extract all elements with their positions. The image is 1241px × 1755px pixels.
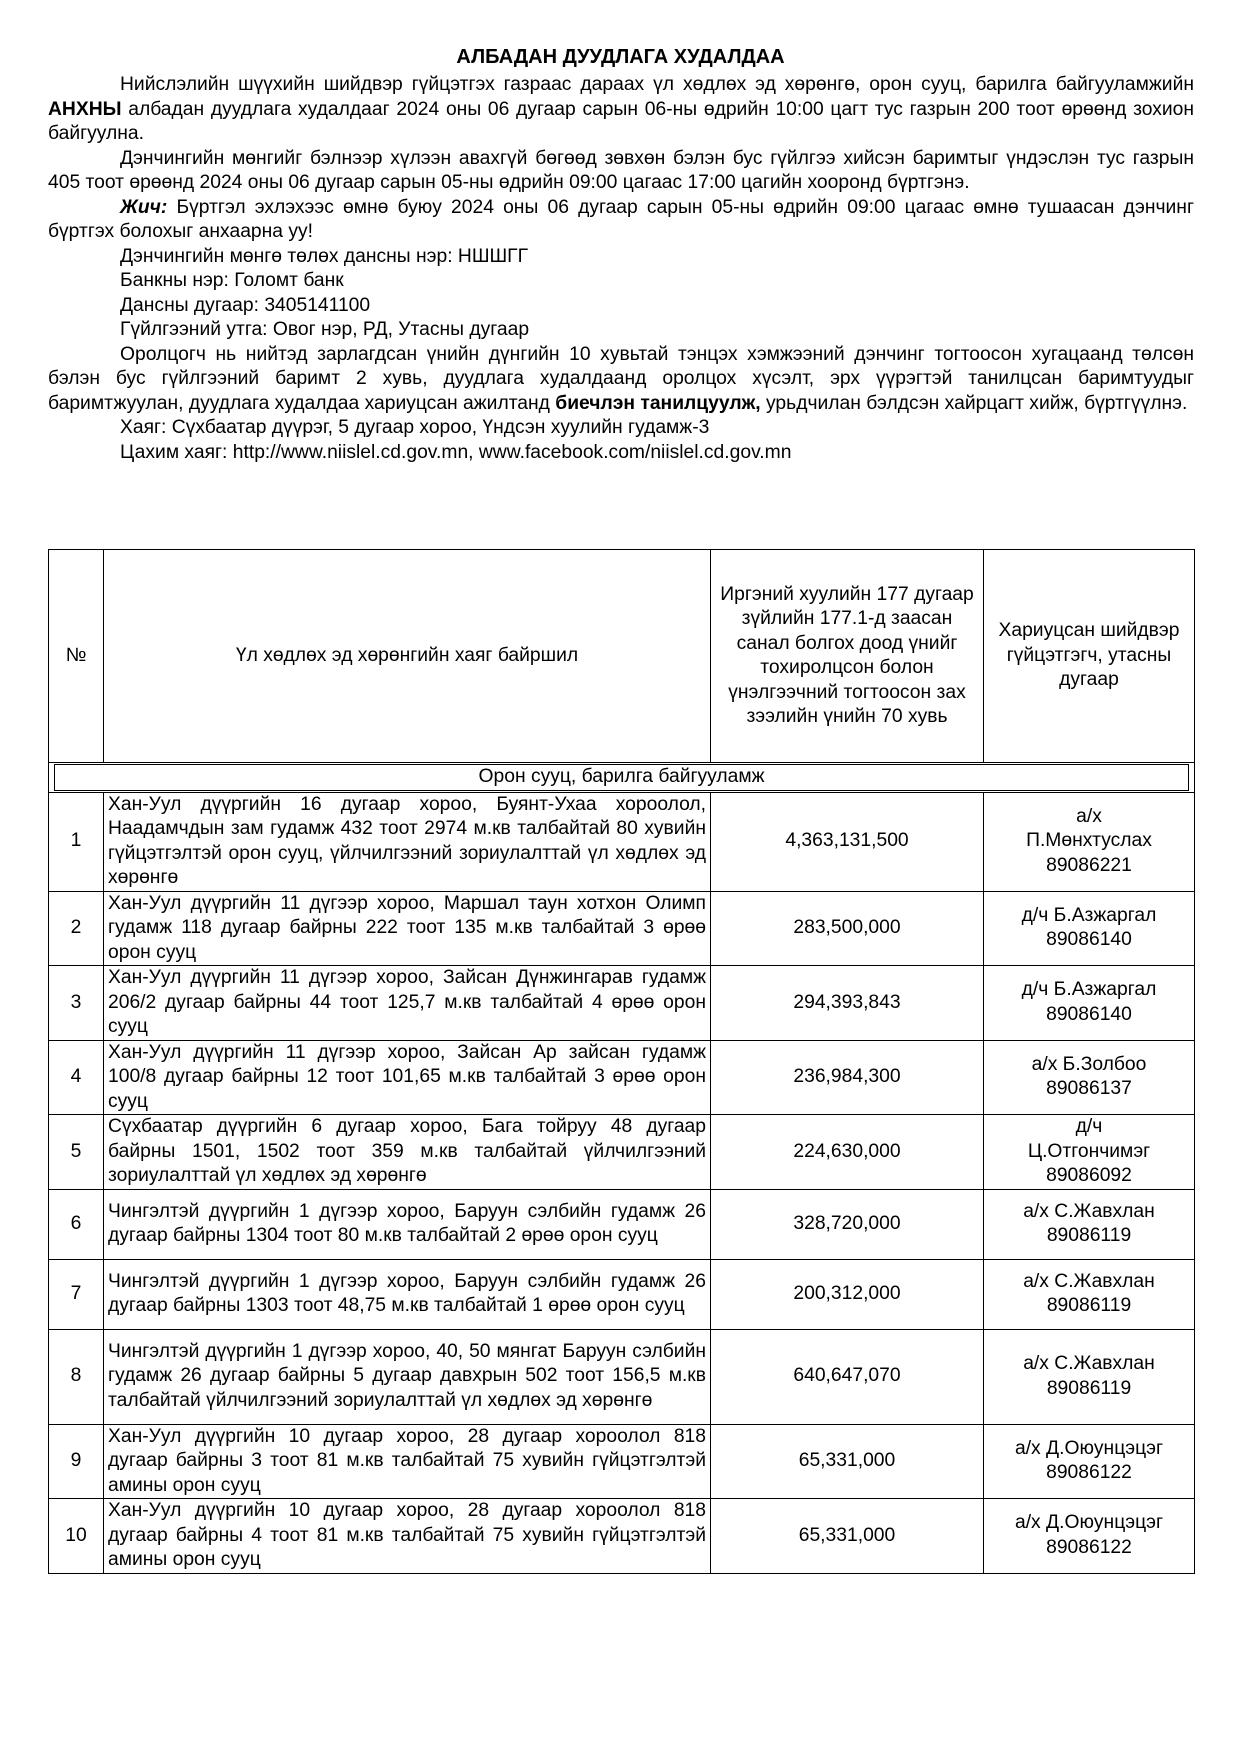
officer-contact xyxy=(984,966,1195,1041)
starting-price: 328,720,000 xyxy=(711,1189,984,1259)
bold-text: АНХНЫ xyxy=(48,98,122,120)
table-row xyxy=(49,1115,1195,1190)
officer-contact-line: 89086119 xyxy=(1046,1295,1132,1316)
row-number: 10 xyxy=(49,1499,104,1574)
row-number: 8 xyxy=(49,1329,104,1424)
paragraph-participant xyxy=(48,343,1194,417)
bank-name: Банкны нэр: Голомт банк xyxy=(120,270,344,291)
officer-contact xyxy=(984,1115,1195,1190)
account-number: Дансны дугаар: 3405141100 xyxy=(120,294,371,316)
officer-contact-line: а/х С.Жавхлан xyxy=(1023,1353,1155,1374)
property-address: Хан-Уул дүүргийн 10 дугаар хороо, 28 дугаар хороолол 818 дугаар байрны 4 тоот 81 м.кв талбайтай 75 хувийн гүйцэтгэлтэй амины орон сууц xyxy=(104,1499,711,1574)
officer-contact-line: 89086122 xyxy=(1046,1536,1132,1558)
property-address: Чингэлтэй дүүргийн 1 дүгээр хороо, 40, 50 мянгат Баруун сэлбийн гудамж 26 дугаар байрны 5 дугаар давхрын 502 тоот 156,5 м.кв талбайтай үйлчилгээний зориулалттай үл хөдлөх эд хөрөнгө xyxy=(104,1329,711,1424)
row-number: 1 xyxy=(49,792,104,891)
office-address: Хаяг: Сүхбаатар дүүрэг, 5 дугаар хороо, Үндсэн хуулийн гудамж-3 xyxy=(120,417,710,438)
officer-contact-line: 89086092 xyxy=(1046,1165,1132,1186)
starting-price: 4,363,131,500 xyxy=(711,792,984,891)
officer-contact xyxy=(984,891,1195,966)
row-number: 3 xyxy=(49,966,104,1041)
starting-price: 640,647,070 xyxy=(711,1329,984,1424)
announcement-text xyxy=(48,73,1194,465)
officer-contact-line: д/ч Б.Азжаргал xyxy=(1021,979,1157,1001)
property-address: Чингэлтэй дүүргийн 1 дүгээр хороо, Баруун сэлбийн гудамж 26 дугаар байрны 1303 тоот 48,75 м.кв талбайтай 1 өрөө орон сууц xyxy=(104,1259,711,1329)
row-number: 6 xyxy=(49,1189,104,1259)
text-span: урьдчилан бэлдсэн хайрцагт хийж, бүртгүүлнэ. xyxy=(760,392,1188,414)
officer-contact-line: 89086221 xyxy=(1046,854,1132,876)
officer-contact-line: 89086119 xyxy=(1046,1225,1132,1246)
officer-contact-line: а/х С.Жавхлан xyxy=(1023,1200,1155,1222)
starting-price: 65,331,000 xyxy=(711,1424,984,1499)
text-span: Бүртгэл эхлэхээс өмнө буюу 2024 оны 06 дугаар сарын 05-ны өдрийн 09:00 цагаас өмнө тушаасан дэнчинг бүртгэх болохыг анхаарна уу! xyxy=(48,196,1194,242)
officer-contact-line: Ц.Отгончимэг xyxy=(1027,1140,1151,1162)
table-row xyxy=(49,1499,1195,1574)
row-number: 2 xyxy=(49,891,104,966)
text-span: Нийслэлийн шүүхийн шийдвэр гүйцэтгэх газраас дараах үл хөдлөх эд хөрөнгө, орон сууц, барилга байгууламжийн xyxy=(120,74,1194,95)
officer-contact-line: а/х Д.Оюунцэцэг xyxy=(1014,1512,1164,1534)
bold-text: биечлэн танилцуулж, xyxy=(555,392,761,414)
transaction-purpose: Гүйлгээний утга: Овог нэр, РД, Утасны дугаар xyxy=(120,319,530,340)
note-label: Жич: xyxy=(120,196,168,218)
officer-contact xyxy=(984,1329,1195,1424)
officer-contact xyxy=(984,1040,1195,1115)
starting-price: 294,393,843 xyxy=(711,966,984,1041)
row-number: 5 xyxy=(49,1115,104,1190)
officer-contact xyxy=(984,1189,1195,1259)
starting-price: 65,331,000 xyxy=(711,1499,984,1574)
officer-contact-line: а/х С.Жавхлан xyxy=(1023,1270,1155,1292)
header-contact: Хариуцсан шийдвэр гүйцэтгэгч, утасны дугаар xyxy=(984,550,1195,763)
table-section-row xyxy=(49,763,1195,793)
officer-contact-line: а/х xyxy=(1076,805,1102,827)
officer-contact xyxy=(984,792,1195,891)
property-address: Чингэлтэй дүүргийн 1 дүгээр хороо, Баруун сэлбийн гудамж 26 дугаар байрны 1304 тоот 80 м.кв талбайтай 2 өрөө орон сууц xyxy=(104,1189,711,1259)
officer-contact-line: д/ч Б.Азжаргал xyxy=(1021,904,1157,926)
starting-price: 200,312,000 xyxy=(711,1259,984,1329)
account-name: Дэнчингийн мөнгө төлөх дансны нэр: НШШГГ xyxy=(120,245,529,267)
paragraph-auction-schedule xyxy=(48,73,1194,147)
officer-contact xyxy=(984,1424,1195,1499)
header-number: № xyxy=(49,550,104,763)
property-address: Хан-Уул дүүргийн 11 дүгээр хороо, Зайсан Ар зайсан гудамж 100/8 дугаар байрны 12 тоот 101,65 м.кв талбайтай 3 өрөө орон сууц xyxy=(104,1040,711,1115)
officer-contact-line: а/х Д.Оюунцэцэг xyxy=(1014,1437,1164,1459)
table-row xyxy=(49,1259,1195,1329)
row-number: 9 xyxy=(49,1424,104,1499)
header-price: Иргэний хуулийн 177 дугаар зүйлийн 177.1-д заасан санал болгох доод үнийг тохиролцсон болон үнэлгээчний тогтоосон зах зээлийн үнийн 70 хувь xyxy=(711,550,984,763)
table-row xyxy=(49,1040,1195,1115)
starting-price: 283,500,000 xyxy=(711,891,984,966)
table-row xyxy=(49,966,1195,1041)
section-title-text: Орон сууц, барилга байгууламж xyxy=(54,764,1189,791)
header-address: Үл хөдлөх эд хөрөнгийн хаяг байршил xyxy=(104,550,711,763)
officer-contact xyxy=(984,1499,1195,1574)
officer-contact xyxy=(984,1259,1195,1329)
table-row xyxy=(49,1189,1195,1259)
property-address: Хан-Уул дүүргийн 11 дүгээр хороо, Зайсан Дүнжингарав гудамж 206/2 дугаар байрны 44 тоот 125,7 м.кв талбайтай 4 өрөө орон сууц xyxy=(104,966,711,1041)
officer-contact-line: 89086122 xyxy=(1046,1462,1132,1484)
officer-contact-line: П.Мөнхтуслах xyxy=(1026,830,1152,852)
table-row xyxy=(49,792,1195,891)
table-row xyxy=(49,891,1195,966)
row-number: 4 xyxy=(49,1040,104,1115)
property-address: Сүхбаатар дүүргийн 6 дугаар хороо, Бага тойруу 48 дугаар байрны 1501, 1502 тоот 359 м.кв талбайтай үйлчилгээний зориулалттай үл хөдлөх эд хөрөнгө xyxy=(104,1115,711,1190)
text-span: Оролцогч нь нийтэд зарлагдсан үнийн дүнгийн 10 хувьтай тэнцэх хэмжээний дэнчинг тогтоосон хугацаанд төлсөн бэлэн бус гүйлгээний баримт 2 хувь, дуудлага худалдаанд оролцох хүсэлт, эрх үүрэгтэй танилцсан баримтуудыг баримтжуулан, дуудлага худалдаа хариуцсан ажилтанд xyxy=(48,343,1194,414)
starting-price: 236,984,300 xyxy=(711,1040,984,1115)
web-address: Цахим хаяг: http://www.niislel.cd.gov.mn, www.facebook.com/niislel.cd.gov.mn xyxy=(120,441,792,463)
property-address: Хан-Уул дүүргийн 10 дугаар хороо, 28 дугаар хороолол 818 дугаар байрны 3 тоот 81 м.кв талбайтай 75 хувийн гүйцэтгэлтэй амины орон сууц xyxy=(104,1424,711,1499)
property-address: Хан-Уул дүүргийн 11 дүгээр хороо, Маршал таун хотхон Олимп гудамж 118 дугаар байрны 222 тоот 135 м.кв талбайтай 3 өрөө орон сууц xyxy=(104,891,711,966)
starting-price: 224,630,000 xyxy=(711,1115,984,1190)
paragraph-note xyxy=(48,196,1194,245)
section-title xyxy=(49,763,1195,793)
property-table xyxy=(48,549,1195,1574)
officer-contact-line: 89086140 xyxy=(1046,1003,1132,1025)
officer-contact-line: 89086140 xyxy=(1046,929,1132,951)
paragraph-deposit-registration: Дэнчингийн мөнгийг бэлнээр хүлээн авахгүй бөгөөд зөвхөн бэлэн бус гүйлгээ хийсэн баримтыг үндэслэн тус газрын 405 тоот өрөөнд 2024 оны 06 дугаар сарын 05-ны өдрийн 09:00 цагаас 17:00 цагийн хооронд бүртгэнэ. xyxy=(48,147,1194,193)
row-number: 7 xyxy=(49,1259,104,1329)
text-span: албадан дуудлага худалдааг 2024 оны 06 дугаар сарын 06-ны өдрийн 10:00 цагт тус газрын 200 тоот өрөөнд зохион байгуулна. xyxy=(48,98,1194,144)
document-title: АЛБАДАН ДУУДЛАГА ХУДАЛДАА xyxy=(456,46,785,68)
table-header-row xyxy=(49,550,1195,763)
officer-contact-line: 89086119 xyxy=(1046,1377,1132,1399)
officer-contact-line: а/х Б.Золбоо xyxy=(1031,1053,1147,1075)
table-row xyxy=(49,1424,1195,1499)
property-address: Хан-Уул дүүргийн 16 дугаар хороо, Буянт-Ухаа хороолол, Наадамчдын зам гудамж 432 тоот 2974 м.кв талбайтай 80 хувийн гүйцэтгэлтэй орон сууц, үйлчилгээний зориулалттай үл хөдлөх эд хөрөнгө xyxy=(104,792,711,891)
table-row xyxy=(49,1329,1195,1424)
officer-contact-line: д/ч xyxy=(1075,1116,1103,1137)
officer-contact-line: 89086137 xyxy=(1046,1078,1132,1100)
